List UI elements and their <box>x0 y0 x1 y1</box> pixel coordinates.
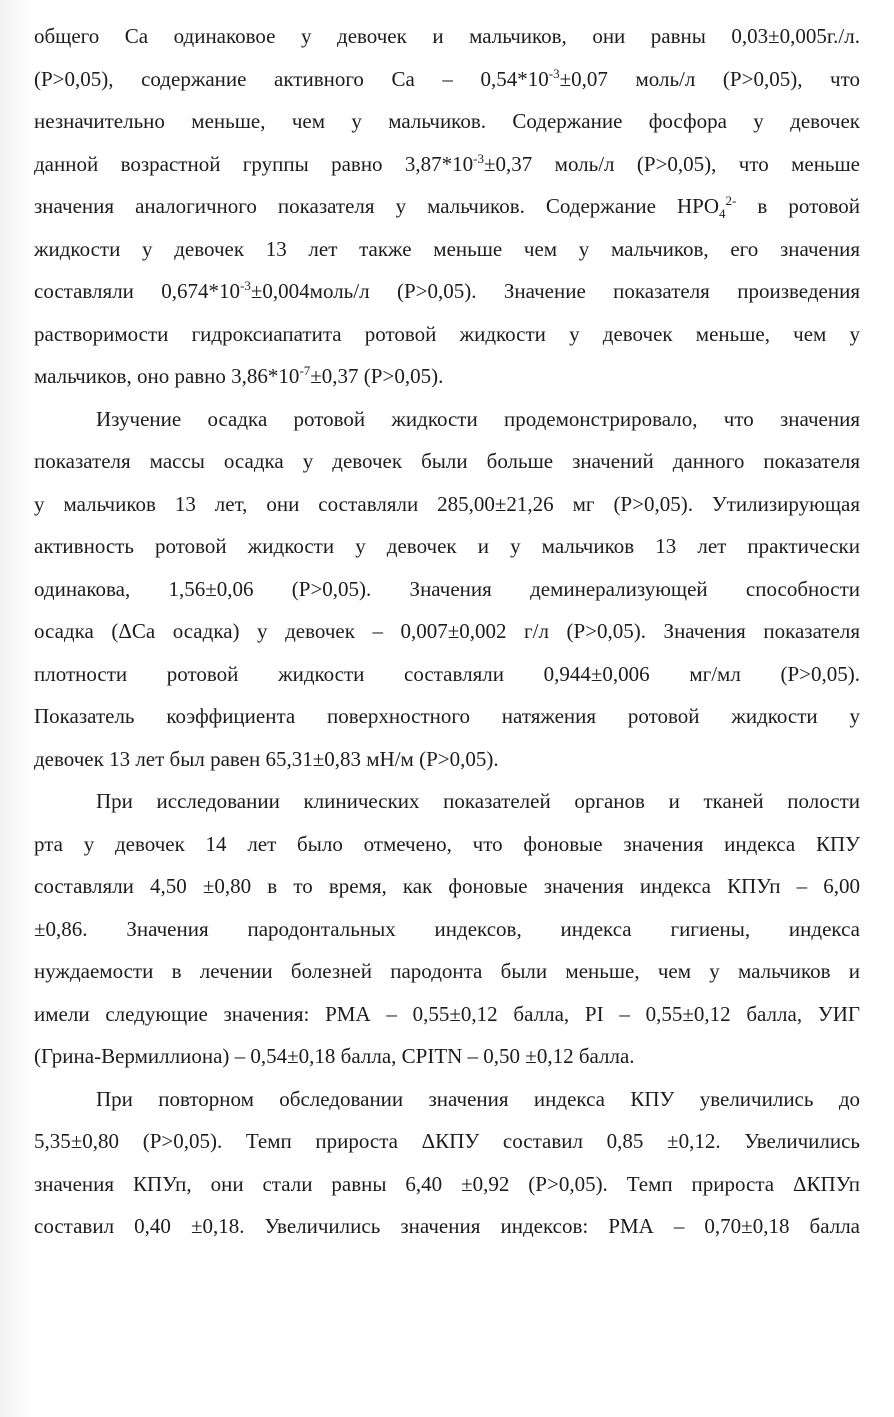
text-line: составляли 4,50 ±0,80 в то время, как фоновые значения индекса КПУп – 6,00 <box>34 874 860 898</box>
text-line: При исследовании клинических показателей органов и тканей полости <box>96 789 860 813</box>
text-line: жидкости у девочек 13 лет также меньше чем у мальчиков, его значения <box>34 236 860 261</box>
text-line: значения аналогичного показателя у мальчиков. Содержание $HPO_4^{2-}$ в ротовой <box>34 193 860 222</box>
text-line: нуждаемости в лечении болезней пародонта были меньше, чем у мальчиков и <box>34 959 860 983</box>
text-line: 5,35±0,80 (P>0,05). Темп прироста ΔКПУ составил 0,85 ±0,12. Увеличились <box>34 1129 860 1153</box>
text-line: Показатель коэффициента поверхностного натяжения ротовой жидкости у <box>34 704 860 728</box>
text-line: (P>0,05), содержание активного $Ca - 0,54*10^{-3}\pm 0,07$ моль/л (P>0,05), что <box>34 65 860 91</box>
paragraph-4 <box>34 1078 860 1248</box>
text-line: показателя массы осадка у девочек были больше значений данного показателя <box>34 449 860 473</box>
text-line: При повторном обследовании значения индекса КПУ увеличились до <box>96 1086 860 1111</box>
superscript: -7 <box>299 363 311 378</box>
text-line: ±0,86. Значения пародонтальных индексов, индекса гигиены, индекса <box>34 916 860 941</box>
subscript: 4 <box>719 206 726 222</box>
superscript: -3 <box>548 65 560 81</box>
text-line: плотности ротовой жидкости составляли 0,944±0,006 мг/мл (P>0,05). <box>34 661 860 686</box>
text-line: составил 0,40 ±0,18. Увеличились значения индексов: РМА – 0,70±0,18 балла <box>34 1214 860 1238</box>
text-line: значения КПУп, они стали равны 6,40 ±0,92 (P>0,05). Темп прироста ΔКПУп <box>34 1171 860 1196</box>
superscript: -3 <box>240 278 251 293</box>
text-line: активность ротовой жидкости у девочек и у мальчиков 13 лет практически <box>34 534 860 558</box>
text-line: имели следующие значения: РМА – 0,55±0,12 балла, PI – 0,55±0,12 балла, УИГ <box>34 1001 860 1026</box>
superscript: -3 <box>473 150 485 166</box>
text-line: мальчиков, оно равно $3,86*10^{-7}\pm 0,37$ (P>0,05). <box>34 363 444 388</box>
paragraph-3 <box>34 780 860 1078</box>
text-line: данной возрастной группы равно $3,87*10^{-3}\pm 0,37$ моль/л (P>0,05), что меньше <box>34 150 860 176</box>
text-line: девочек 13 лет был равен 65,31±0,83 мН/м (P>0,05). <box>34 746 499 771</box>
text-line: растворимости гидроксиапатита ротовой жидкости у девочек меньше, чем у <box>34 321 860 346</box>
paragraph-1 <box>34 15 860 398</box>
document-body <box>34 15 860 1248</box>
text-line: осадка (ΔCa осадка) у девочек – 0,007±0,002 г/л (P>0,05). Значения показателя <box>34 619 860 643</box>
superscript: 2- <box>725 193 737 208</box>
text-line: общего Ca одинаковое у девочек и мальчиков, они равны 0,03±0,005г./л. <box>34 24 860 48</box>
text-line: у мальчиков 13 лет, они составляли 285,00±21,26 мг (P>0,05). Утилизирующая <box>34 491 860 516</box>
text-line: Изучение осадка ротовой жидкости продемонстрировало, что значения <box>96 406 860 431</box>
paragraph-2 <box>34 398 860 781</box>
text-line: рта у девочек 14 лет было отмечено, что фоновые значения индекса КПУ <box>34 831 860 856</box>
text-line: одинакова, 1,56±0,06 (P>0,05). Значения деминерализующей способности <box>34 576 860 601</box>
text-line: (Грина-Вермиллиона) – 0,54±0,18 балла, CPITN – 0,50 ±0,12 балла. <box>34 1044 635 1068</box>
text-line: составляли $0,674*10^{-3}\pm 0,004моль/л$ (P>0,05). Значение показателя произведения <box>34 278 860 303</box>
text-line: незначительно меньше, чем у мальчиков. Содержание фосфора у девочек <box>34 109 860 133</box>
